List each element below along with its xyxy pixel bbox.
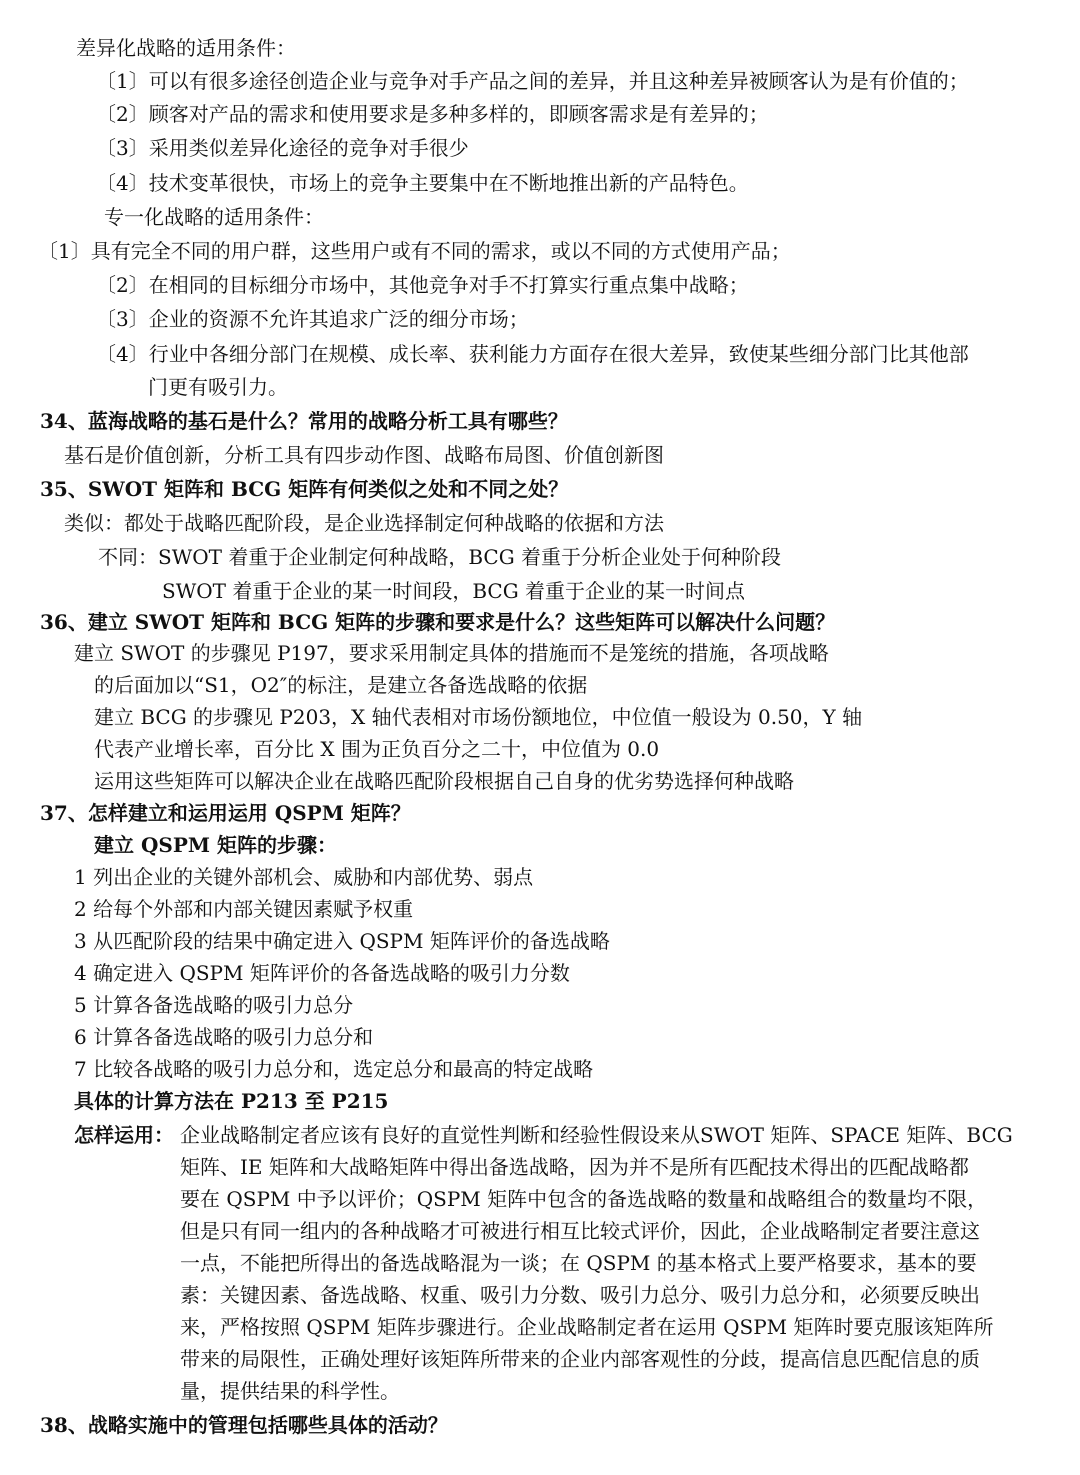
question-37: 37、怎样建立和运用运用 QSPM 矩阵？ bbox=[40, 801, 411, 825]
qspm-usage-line-3: 要在 QSPM 中予以评价；QSPM 矩阵中包含的备选战略的数量和战略组合的数量均不限， bbox=[180, 1187, 988, 1211]
qspm-usage-line-4: 但是只有同一组内的各种战略才可被进行相互比较式评价，因此，企业战略制定者要注意这 bbox=[180, 1219, 980, 1243]
focus-item-3: 〔3〕企业的资源不允许其追求广泛的细分市场； bbox=[96, 307, 529, 331]
focus-item-4: 〔4〕行业中各细分部门在规模、成长率、获利能力方面存在很大差异，致使某些细分部门比其他部 bbox=[96, 342, 969, 366]
focus-item-2: 〔2〕在相同的目标细分市场中，其他竞争对手不打算实行重点集中战略； bbox=[96, 273, 749, 297]
question-34: 34、蓝海战略的基石是什么？常用的战略分析工具有哪些？ bbox=[40, 409, 568, 433]
answer-36-line-2: 的后面加以“S1，O2″的标注，是建立各备选战略的依据 bbox=[94, 673, 588, 697]
qspm-step-7: 7 比较各战略的吸引力总分和，选定总分和最高的特定战略 bbox=[74, 1057, 594, 1081]
qspm-usage-line-1: 企业战略制定者应该有良好的直觉性判断和经验性假设来从SWOT 矩阵、SPACE 矩阵、BCG bbox=[180, 1123, 1013, 1147]
answer-36-line-1: 建立 SWOT 的步骤见 P197，要求采用制定具体的措施而不是笼统的措施，各项战略 bbox=[74, 641, 829, 665]
qspm-usage-line-8: 带来的局限性，正确处理好该矩阵所带来的企业内部客观性的分歧，提高信息匹配信息的质 bbox=[180, 1347, 980, 1371]
qspm-step-2: 2 给每个外部和内部关键因素赋予权重 bbox=[74, 897, 414, 921]
qspm-calc-note: 具体的计算方法在 P213 至 P215 bbox=[74, 1089, 389, 1113]
diff-item-3: 〔3〕采用类似差异化途径的竞争对手很少 bbox=[96, 136, 469, 160]
diff-title: 差异化战略的适用条件： bbox=[76, 36, 296, 60]
diff-item-1: 〔1〕可以有很多途径创造企业与竞争对手产品之间的差异，并且这种差异被顾客认为是有价值的； bbox=[96, 69, 969, 93]
qspm-step-1: 1 列出企业的关键外部机会、威胁和内部优势、弱点 bbox=[74, 865, 534, 889]
qspm-steps-title: 建立 QSPM 矩阵的步骤： bbox=[94, 833, 337, 857]
qspm-step-6: 6 计算各备选战略的吸引力总分和 bbox=[74, 1025, 374, 1049]
qspm-step-3: 3 从匹配阶段的结果中确定进入 QSPM 矩阵评价的备选战略 bbox=[74, 929, 610, 953]
qspm-usage-line-5: 一点，不能把所得出的备选战略混为一谈；在 QSPM 的基本格式上要严格要求，基本的要 bbox=[180, 1251, 977, 1275]
answer-36-line-3: 建立 BCG 的步骤见 P203，X 轴代表相对市场份额地位，中位值一般设为 0.50，Y 轴 bbox=[94, 705, 863, 729]
focus-item-4-cont: 门更有吸引力。 bbox=[148, 375, 288, 399]
question-38: 38、战略实施中的管理包括哪些具体的活动？ bbox=[40, 1413, 448, 1437]
diff-item-2: 〔2〕顾客对产品的需求和使用要求是多种多样的，即顾客需求是有差异的； bbox=[96, 102, 769, 126]
diff-item-4: 〔4〕技术变革很快，市场上的竞争主要集中在不断地推出新的产品特色。 bbox=[96, 171, 749, 195]
question-35: 35、SWOT 矩阵和 BCG 矩阵有何类似之处和不同之处？ bbox=[40, 477, 569, 501]
question-36: 36、建立 SWOT 矩阵和 BCG 矩阵的步骤和要求是什么？这些矩阵可以解决什么问题？ bbox=[40, 610, 836, 634]
focus-title: 专一化战略的适用条件： bbox=[104, 205, 324, 229]
qspm-step-5: 5 计算各备选战略的吸引力总分 bbox=[74, 993, 354, 1017]
answer-35-diff-cont: SWOT 着重于企业的某一时间段，BCG 着重于企业的某一时间点 bbox=[162, 579, 746, 603]
qspm-usage-line-7: 来，严格按照 QSPM 矩阵步骤进行。企业战略制定者在运用 QSPM 矩阵时要克服该矩阵所 bbox=[180, 1315, 994, 1339]
focus-item-1: 〔1〕具有完全不同的用户群，这些用户或有不同的需求，或以不同的方式使用产品； bbox=[38, 239, 791, 263]
answer-34: 基石是价值创新，分析工具有四步动作图、战略布局图、价值创新图 bbox=[64, 443, 664, 467]
qspm-usage-line-9: 量，提供结果的科学性。 bbox=[180, 1379, 400, 1403]
answer-35-diff: 不同：SWOT 着重于企业制定何种战略，BCG 着重于分析企业处于何种阶段 bbox=[98, 545, 782, 569]
answer-35-similar: 类似：都处于战略匹配阶段，是企业选择制定何种战略的依据和方法 bbox=[64, 511, 664, 535]
answer-36-line-4: 代表产业增长率，百分比 X 围为正负百分之二十，中位值为 0.0 bbox=[94, 737, 660, 761]
answer-36-line-5: 运用这些矩阵可以解决企业在战略匹配阶段根据自己自身的优劣势选择何种战略 bbox=[94, 769, 794, 793]
qspm-step-4: 4 确定进入 QSPM 矩阵评价的各备选战略的吸引力分数 bbox=[74, 961, 570, 985]
qspm-usage-label: 怎样运用： bbox=[74, 1123, 174, 1147]
qspm-usage-line-6: 素：关键因素、备选战略、权重、吸引力分数、吸引力总分、吸引力总分和，必须要反映出 bbox=[180, 1283, 980, 1307]
qspm-usage-line-2: 矩阵、IE 矩阵和大战略矩阵中得出备选战略，因为并不是所有匹配技术得出的匹配战略都 bbox=[180, 1155, 969, 1179]
